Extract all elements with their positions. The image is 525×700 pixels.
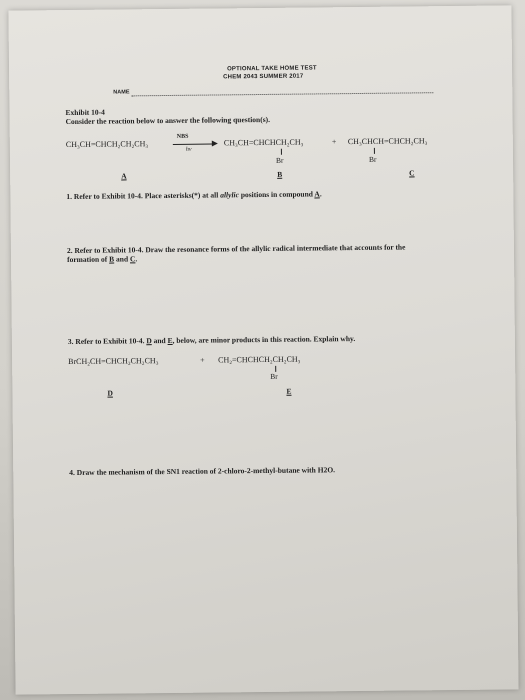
compound-a-formula: CH₃CH=CHCH₂CH₂CH₃ [65,139,149,150]
q2-end: . [135,254,138,264]
q3-compound-e: E [167,335,173,346]
compound-c-br-bond [374,148,375,154]
q2-compound-c: C [129,254,136,264]
q2-text-prefix: formation of [66,254,110,265]
name-label: NAME [113,89,130,96]
q3-and: and [151,336,168,346]
q3-text-suffix: , below, are minor products in this reaction. Explain why. [172,334,356,345]
compound-c-formula: CH₃CHCH=CHCH₂CH₃ [347,136,428,147]
compound-b-formula: CH₃CH=CHCHCH₂CH₃ [223,137,304,148]
label-e: E [286,386,292,396]
label-b: B [277,169,283,179]
exhibit-instruction: Consider the reaction below to answer the following question(s). [65,114,271,127]
q3-text-prefix: 3. Refer to Exhibit 10-4. [67,336,147,347]
compound-e-formula: CH₂=CHCHCH₂CH₂CH₃ [218,354,301,365]
compound-c-br: Br [368,154,377,164]
reagent-light: hν [185,146,192,153]
compound-b-br: Br [275,155,284,165]
worksheet-page [8,5,518,694]
reagent-nbs: NBS [176,133,189,140]
q1-allylic: allylic [220,190,239,200]
q2-compound-b: B [109,254,115,264]
compound-b-br-bond [281,149,282,155]
reaction-arrow [173,144,213,145]
question-3 [68,334,355,346]
plus-sign-2: + [200,355,205,365]
question-1 [66,189,321,201]
compound-e-br: Br [270,371,278,381]
q1-compound: A [314,189,320,199]
q3-compound-d: D [146,336,152,346]
question-2-line-2 [67,254,137,264]
course-line: CHEM 2043 SUMMER 2017 [223,73,304,81]
q1-text-suffix: positions in compound [238,189,315,200]
reaction-arrowhead [212,140,218,146]
label-a: A [121,171,127,181]
question-2-line-1: 2. Refer to Exhibit 10-4. Draw the resonance forms of the allylic radical intermediate that accounts for the [66,242,406,256]
q1-text-prefix: 1. Refer to Exhibit 10-4. Place asterisks(*) at all [66,190,221,202]
q2-and: and [114,254,131,264]
exhibit-title: Exhibit 10-4 [65,107,105,118]
label-c: C [409,168,415,178]
q1-end: . [319,189,322,199]
test-title: OPTIONAL TAKE HOME TEST [227,65,317,73]
label-d: D [107,388,113,398]
name-line [131,92,433,96]
question-4: 4. Draw the mechanism of the SN1 reaction of 2-chloro-2-methyl-butane with H2O. [69,465,336,478]
compound-d-formula: BrCH₂CH=CHCH₂CH₂CH₃ [68,356,159,367]
plus-sign: + [331,137,337,147]
